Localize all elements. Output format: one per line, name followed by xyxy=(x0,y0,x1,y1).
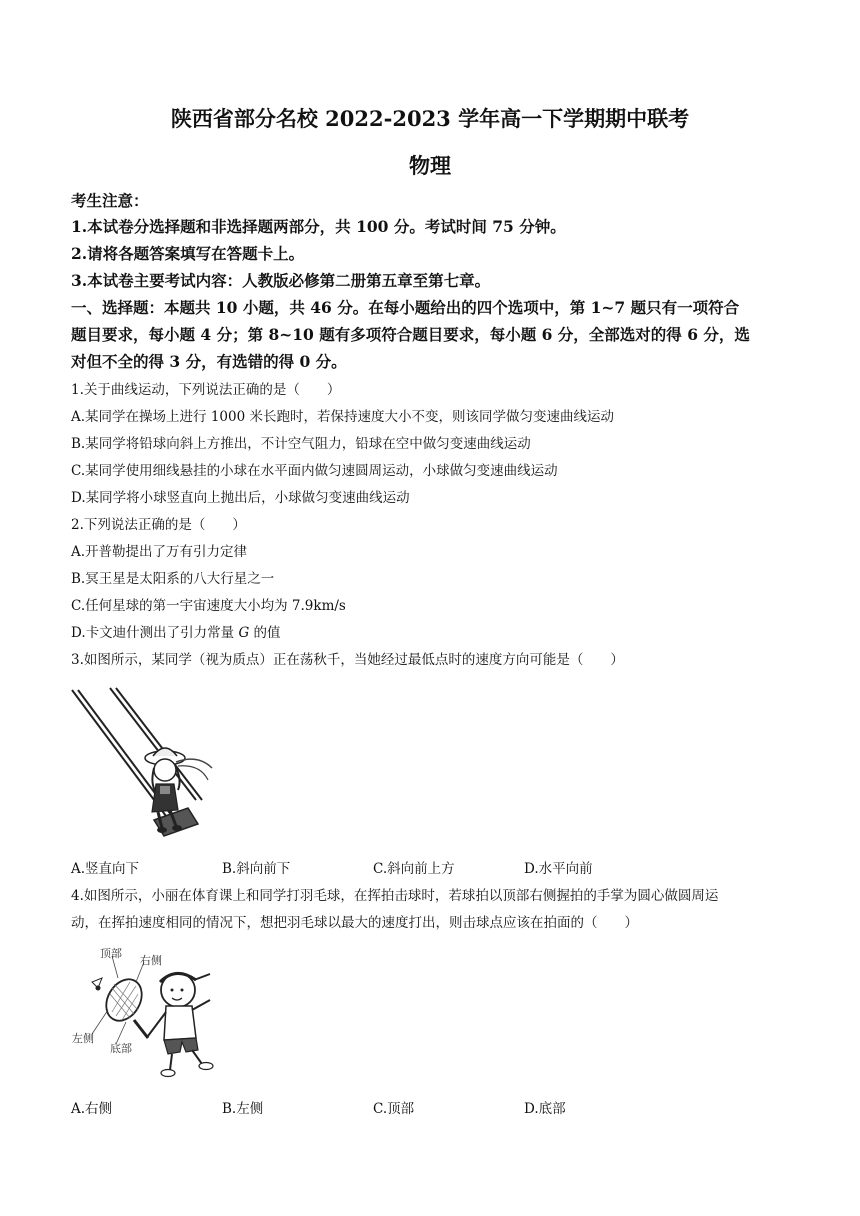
question-1-option-d: D.某同学将小球竖直向上抛出后，小球做匀变速曲线运动 xyxy=(71,490,410,506)
notice-item-1: 1.本试卷分选择题和非选择题两部分，共 100 分。考试时间 75 分钟。 xyxy=(71,217,566,236)
racket-label-right: 右侧 xyxy=(140,954,162,967)
question-1-stem: 1.关于曲线运动，下列说法正确的是（ ） xyxy=(71,382,341,398)
question-2-stem: 2.下列说法正确的是（ ） xyxy=(71,517,246,533)
question-2-option-d-tail: 的值 xyxy=(249,625,281,641)
question-4-stem-line-2: 动，在挥拍速度相同的情况下，想把羽毛球以最大的速度打出，则击球点应该在拍面的（ ） xyxy=(71,915,638,931)
question-4-option-b: B.左侧 xyxy=(222,1101,264,1117)
question-2-option-d xyxy=(71,621,281,641)
question-1-option-c: C.某同学使用细线悬挂的小球在水平面内做匀速圆周运动，小球做匀变速曲线运动 xyxy=(71,463,558,479)
section-instruction-line-1: 一、选择题：本题共 10 小题，共 46 分。在每小题给出的四个选项中，第 1~7 题只有一项符合 xyxy=(71,298,740,317)
question-3-stem: 3.如图所示，某同学（视为质点）正在荡秋千，当她经过最低点时的速度方向可能是（ ） xyxy=(71,652,624,668)
question-4-option-d: D.底部 xyxy=(524,1101,566,1117)
racket-label-left: 左侧 xyxy=(72,1032,94,1045)
racket-label-top: 顶部 xyxy=(100,947,122,960)
question-1-option-b: B.某同学将铅球向斜上方推出，不计空气阻力，铅球在空中做匀变速曲线运动 xyxy=(71,436,531,452)
question-2-option-b: B.冥王星是太阳系的八大行星之一 xyxy=(71,571,275,587)
question-3-option-b: B.斜向前下 xyxy=(222,861,291,877)
swing-figure xyxy=(70,688,220,838)
racket-label-bottom: 底部 xyxy=(110,1042,132,1055)
exam-title: 陕西省部分名校 2022-2023 学年高一下学期期中联考 xyxy=(170,106,690,131)
question-3-option-a: A.竖直向下 xyxy=(71,861,140,877)
question-2-option-d-text: D.卡文迪什测出了引力常量 xyxy=(71,625,239,641)
question-4-stem-line-1: 4.如图所示，小丽在体育课上和同学打羽毛球，在挥拍击球时，若球拍以顶部右侧握拍的手掌为圆心做圆周运 xyxy=(71,888,719,904)
section-instruction-line-2: 题目要求，每小题 4 分；第 8~10 题有多项符合题目要求，每小题 6 分，全部选对的得 6 分，选 xyxy=(71,325,750,344)
section-instruction-line-3: 对但不全的得 3 分，有选错的得 0 分。 xyxy=(71,352,347,371)
question-4-option-a: A.右侧 xyxy=(71,1101,113,1117)
subject-title: 物理 xyxy=(409,153,451,178)
question-2-option-c: C.任何星球的第一宇宙速度大小均为 7.9km/s xyxy=(71,598,346,614)
question-3-option-c: C.斜向前上方 xyxy=(373,861,455,877)
notice-item-3: 3.本试卷主要考试内容：人教版必修第二册第五章至第七章。 xyxy=(71,271,491,290)
question-1-option-a: A.某同学在操场上进行 1000 米长跑时，若保持速度大小不变，则该同学做匀变速曲线运动 xyxy=(71,409,614,425)
question-4-option-c: C.顶部 xyxy=(373,1101,415,1117)
notice-heading: 考生注意： xyxy=(71,191,149,210)
notice-item-2: 2.请将各题答案填写在答题卡上。 xyxy=(71,244,305,263)
question-2-option-a: A.开普勒提出了万有引力定律 xyxy=(71,544,248,560)
gravitational-constant-symbol: G xyxy=(238,625,250,641)
question-3-option-d: D.水平向前 xyxy=(524,861,593,877)
